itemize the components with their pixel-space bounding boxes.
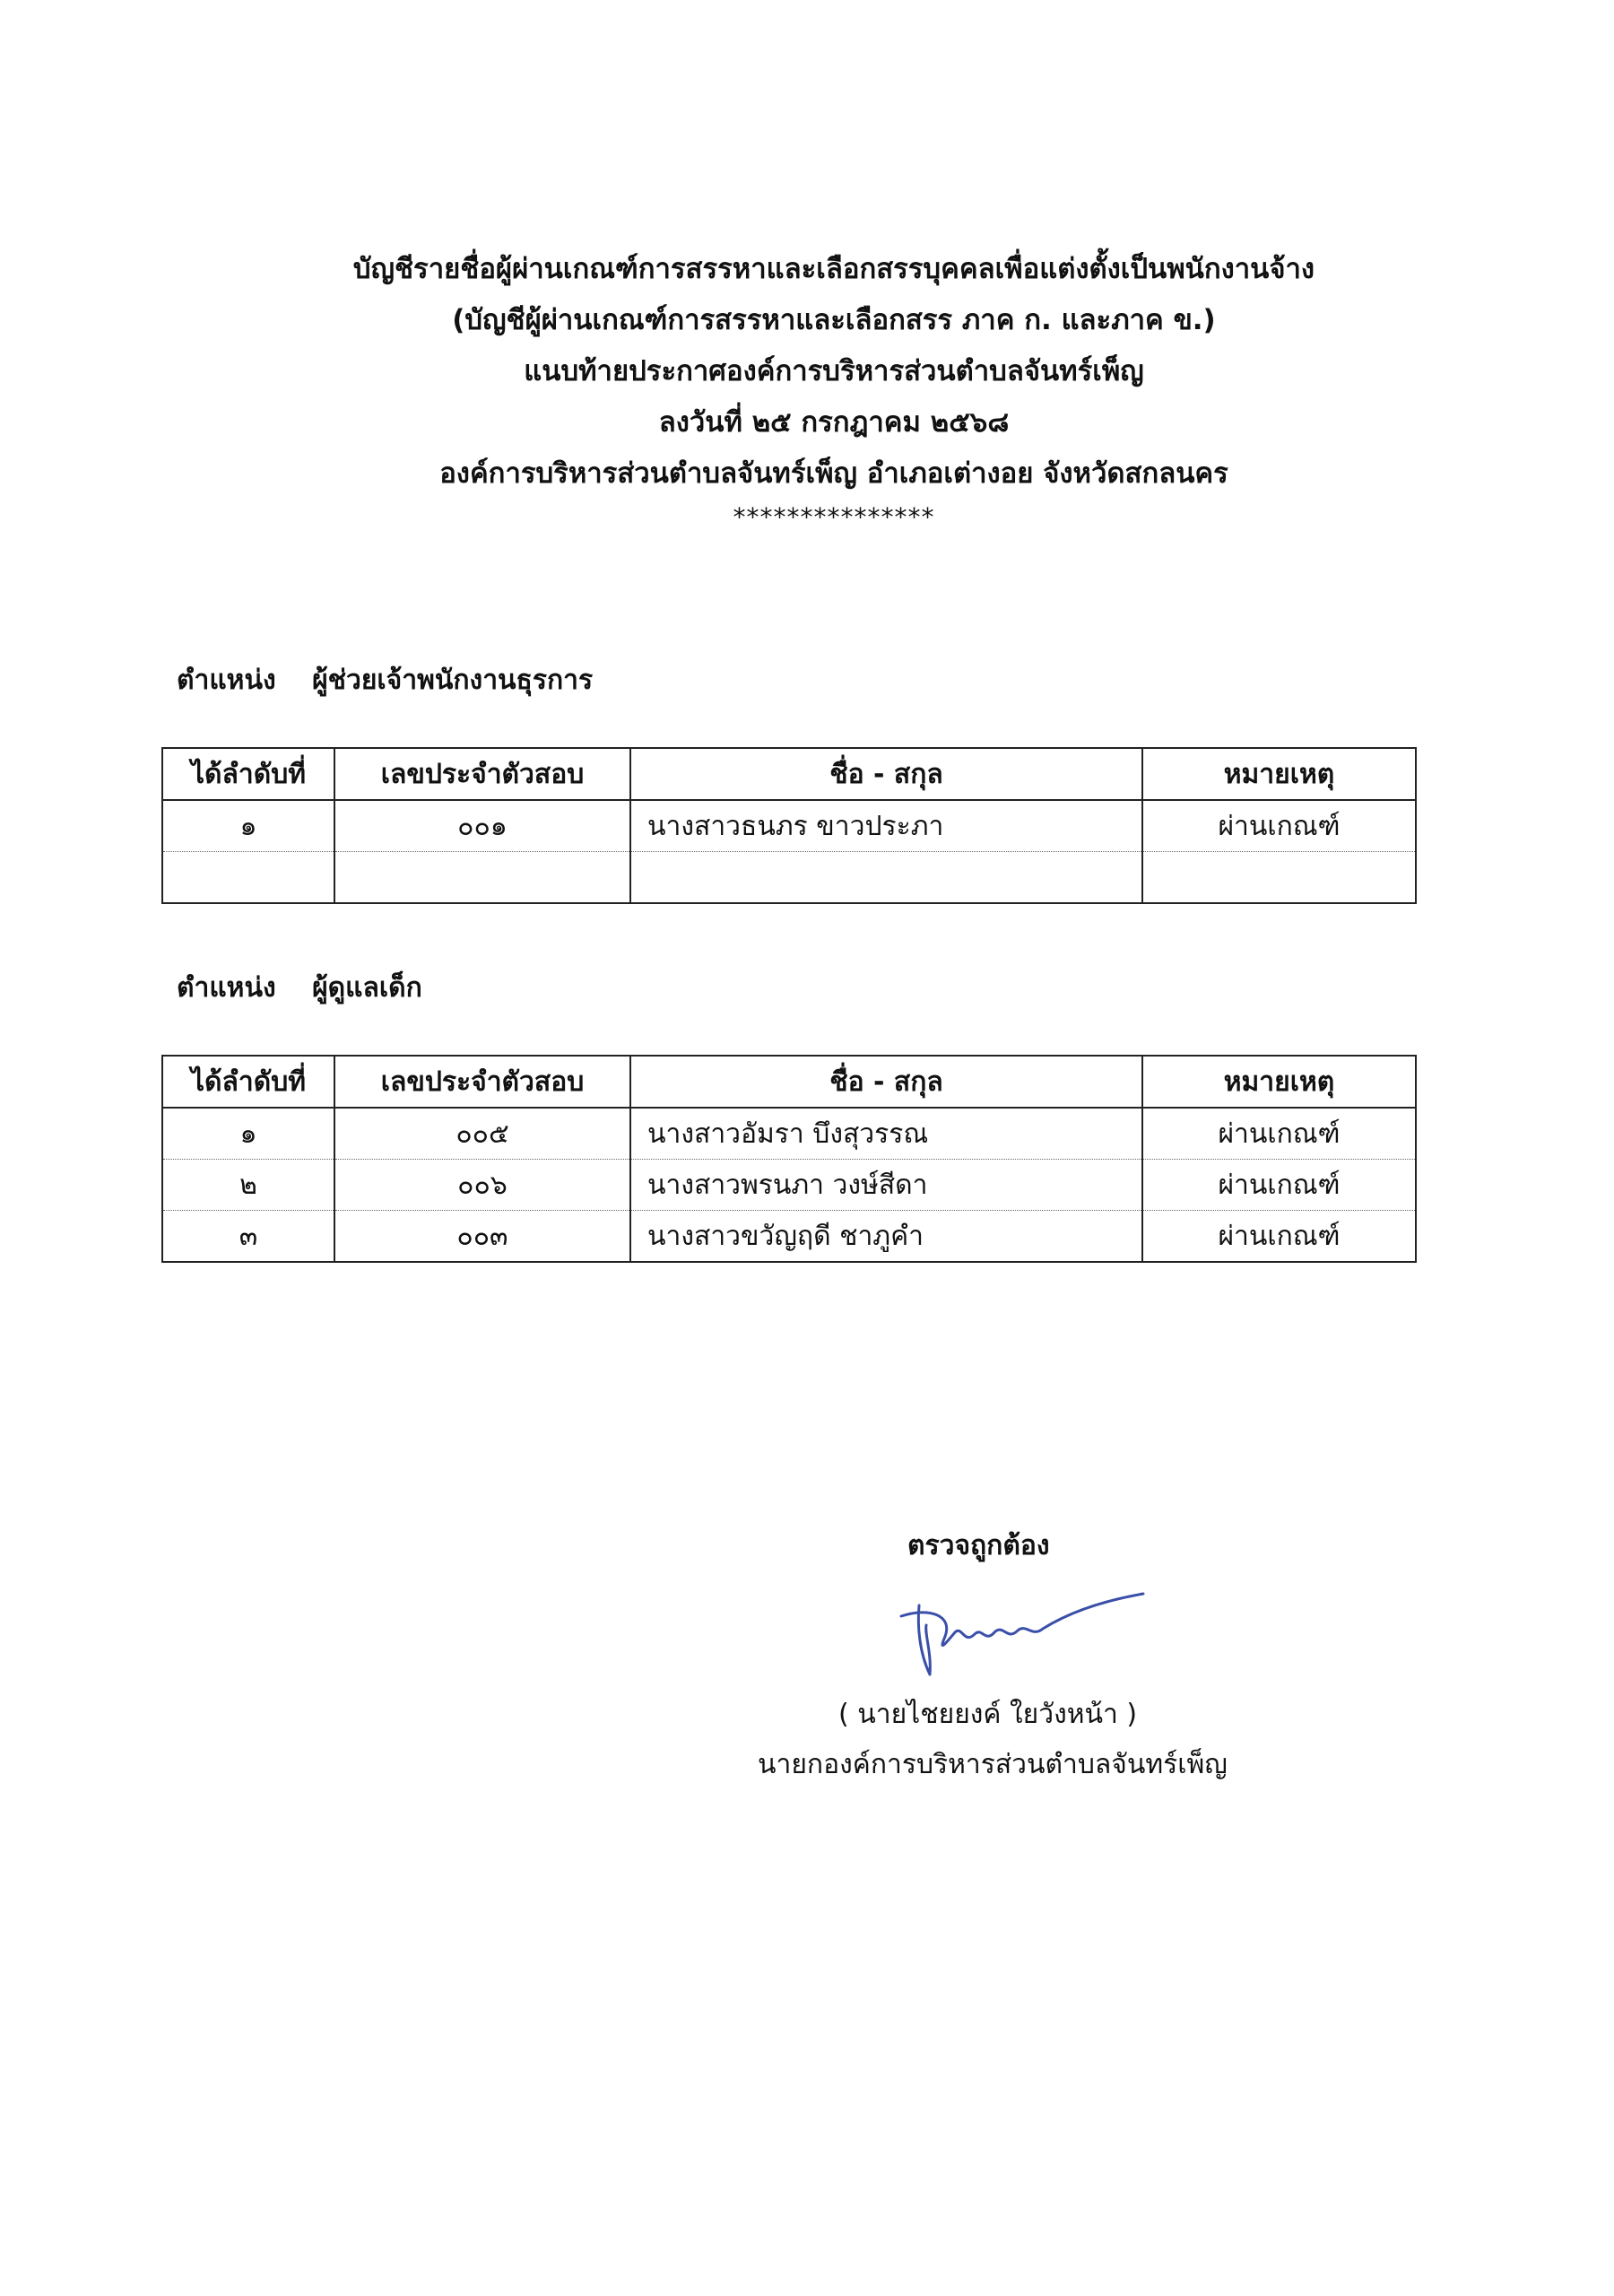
cell-note: ผ่านเกณฑ์: [1142, 800, 1416, 852]
cell-name: [630, 852, 1142, 904]
verified-label: ตรวจถูกต้อง: [907, 1530, 1050, 1561]
result-table-1: [161, 747, 1417, 904]
cell-exam-id: [334, 852, 630, 904]
result-table-2: [161, 1055, 1417, 1263]
handwritten-signature-icon: [892, 1589, 1152, 1688]
cell-rank: ๑: [162, 800, 334, 852]
header-date: ลงวันที่ ๒๕ กรกฎาคม ๒๕๖๘: [658, 406, 1010, 439]
position-label-prefix: ตำแหน่ง: [177, 972, 276, 1004]
cell-name: นางสาวธนภร ขาวประภา: [630, 800, 1142, 852]
header-organization: องค์การบริหารส่วนตำบลจันทร์เพ็ญ อำเภอเต่างอย จังหวัดสกลนคร: [439, 457, 1228, 490]
col-header-rank: ได้ลำดับที่: [162, 1056, 334, 1108]
table-row: [162, 1211, 1416, 1263]
cell-note: ผ่านเกณฑ์: [1142, 1108, 1416, 1160]
cell-name: นางสาวขวัญฤดี ชาภูคำ: [630, 1211, 1142, 1263]
cell-exam-id: ๐๐๓: [334, 1211, 630, 1263]
cell-name: นางสาวพรนภา วงษ์สีดา: [630, 1160, 1142, 1211]
cell-exam-id: ๐๐๑: [334, 800, 630, 852]
cell-note: ผ่านเกณฑ์: [1142, 1211, 1416, 1263]
signer-title: นายกองค์การบริหารส่วนตำบลจันทร์เพ็ญ: [758, 1749, 1228, 1780]
cell-note: ผ่านเกณฑ์: [1142, 1160, 1416, 1211]
col-header-note: หมายเหตุ: [1142, 1056, 1416, 1108]
col-header-note: หมายเหตุ: [1142, 748, 1416, 800]
header-subtitle: (บัญชีผู้ผ่านเกณฑ์การสรรหาและเลือกสรร ภาค ก. และภาค ข.): [452, 304, 1216, 336]
cell-rank: ๒: [162, 1160, 334, 1211]
position-label-prefix: ตำแหน่ง: [177, 665, 276, 696]
col-header-name: ชื่อ - สกุล: [630, 1056, 1142, 1108]
cell-rank: [162, 852, 334, 904]
cell-exam-id: ๐๐๕: [334, 1108, 630, 1160]
col-header-rank: ได้ลำดับที่: [162, 748, 334, 800]
cell-note: [1142, 852, 1416, 904]
document-header: [269, 244, 1399, 535]
header-attachment-line: แนบท้ายประกาศองค์การบริหารส่วนตำบลจันทร์เพ็ญ: [524, 355, 1144, 387]
position-label-2: [177, 967, 422, 1009]
signer-name: ( นายไชยยงค์ ใยวังหน้า ): [838, 1699, 1138, 1730]
col-header-exam-id: เลขประจำตัวสอบ: [334, 1056, 630, 1108]
cell-rank: ๓: [162, 1211, 334, 1263]
header-title: บัญชีรายชื่อผู้ผ่านเกณฑ์การสรรหาและเลือกสรรบุคคลเพื่อแต่งตั้งเป็นพนักงานจ้าง: [352, 253, 1315, 285]
table-row: [162, 1160, 1416, 1211]
table-row: [162, 1108, 1416, 1160]
col-header-exam-id: เลขประจำตัวสอบ: [334, 748, 630, 800]
cell-rank: ๑: [162, 1108, 334, 1160]
header-divider-stars: ***************: [733, 502, 935, 532]
position-label-1: [177, 659, 593, 701]
table-header-row: [162, 748, 1416, 800]
table-header-row: [162, 1056, 1416, 1108]
table-row: [162, 852, 1416, 904]
cell-exam-id: ๐๐๖: [334, 1160, 630, 1211]
cell-name: นางสาวอัมรา บึงสุวรรณ: [630, 1108, 1142, 1160]
table-row: [162, 800, 1416, 852]
col-header-name: ชื่อ - สกุล: [630, 748, 1142, 800]
position-name: ผู้ช่วยเจ้าพนักงานธุรการ: [312, 665, 594, 696]
position-name: ผู้ดูแลเด็ก: [312, 972, 422, 1004]
